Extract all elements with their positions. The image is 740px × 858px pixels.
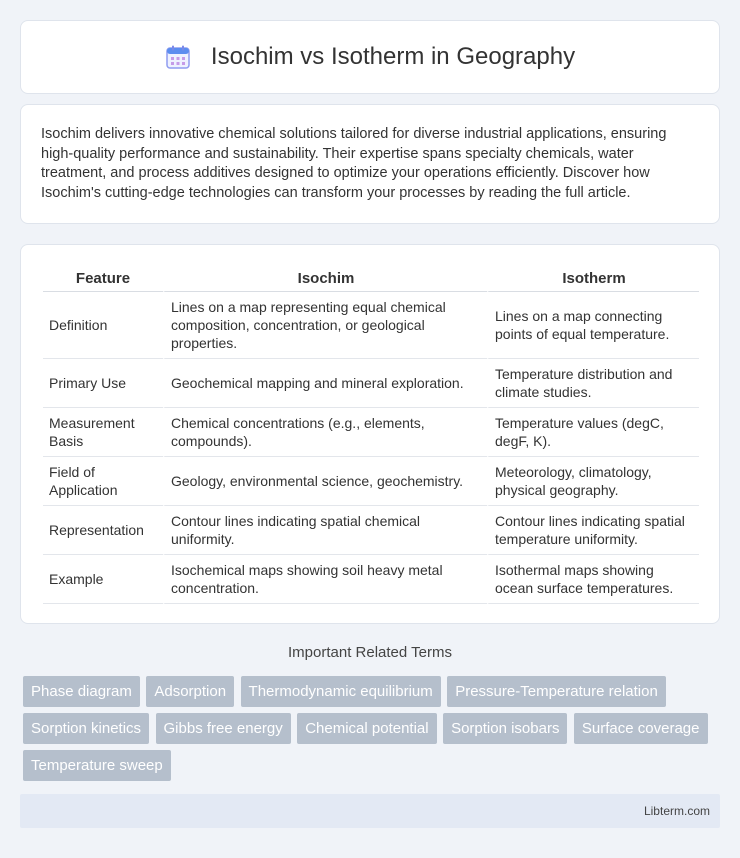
footer-brand-link[interactable]: Libterm.com [643,804,710,818]
cell-feature: Example [43,555,163,604]
cell-isochim: Isochemical maps showing soil heavy metal concentration. [163,555,487,604]
tag-pressure-temperature-relation[interactable]: Pressure-Temperature relation [447,676,666,707]
cell-isotherm: Isothermal maps showing ocean surface temperatures. [487,555,699,604]
cell-isochim: Chemical concentrations (e.g., elements, compounds). [163,408,487,457]
cell-isotherm: Contour lines indicating spatial temperature uniformity. [487,506,699,555]
cell-isochim: Geochemical mapping and mineral exploration. [163,359,487,408]
cell-isochim: Lines on a map representing equal chemical composition, concentration, or geological properties. [163,292,487,359]
table-row [43,292,699,359]
cell-isotherm: Temperature distribution and climate studies. [487,359,699,408]
intro-card [20,104,720,224]
cell-isochim: Geology, environmental science, geochemistry. [163,457,487,506]
header-feature: Feature [43,267,163,292]
header-isotherm: Isotherm [487,267,699,292]
tag-thermodynamic-equilibrium[interactable]: Thermodynamic equilibrium [241,676,441,707]
tag-adsorption[interactable]: Adsorption [146,676,234,707]
comparison-table [43,267,699,604]
cell-isotherm: Lines on a map connecting points of equal temperature. [487,292,699,359]
cell-isotherm: Temperature values (degC, degF, K). [487,408,699,457]
tag-phase-diagram[interactable]: Phase diagram [23,676,140,707]
table-row [43,408,699,457]
table-row [43,506,699,555]
related-terms-list [23,676,723,787]
cell-feature: Measurement Basis [43,408,163,457]
footer [20,794,720,828]
page-title: Isochim vs Isotherm in Geography [210,43,576,70]
tag-sorption-isobars[interactable]: Sorption isobars [443,713,567,744]
cell-feature: Primary Use [43,359,163,408]
comparison-table-card [20,244,720,624]
tag-chemical-potential[interactable]: Chemical potential [297,713,436,744]
cell-isochim: Contour lines indicating spatial chemical uniformity. [163,506,487,555]
cell-feature: Representation [43,506,163,555]
cell-feature: Definition [43,292,163,359]
intro-text: Isochim delivers innovative chemical solutions tailored for diverse industrial applications, ensuring high-quality performance and sustainability. Their expertise spans specialty chemicals, water treatment, and process additives designed to optimize your operations efficiently. Discover how Isochim's cutting-edge technologies can transform your processes by reading the full article. [41,126,667,201]
related-terms-title: Important Related Terms [288,644,452,661]
cell-feature: Field of Application [43,457,163,506]
tag-gibbs-free-energy[interactable]: Gibbs free energy [156,713,291,744]
tag-temperature-sweep[interactable]: Temperature sweep [23,750,171,781]
title-card [20,20,720,94]
calendar-icon [165,44,191,70]
tag-surface-coverage[interactable]: Surface coverage [574,713,708,744]
table-row [43,359,699,408]
cell-isotherm: Meteorology, climatology, physical geography. [487,457,699,506]
table-row [43,555,699,604]
table-row [43,457,699,506]
table-header-row [43,267,699,292]
header-isochim: Isochim [163,267,487,292]
tag-sorption-kinetics[interactable]: Sorption kinetics [23,713,149,744]
